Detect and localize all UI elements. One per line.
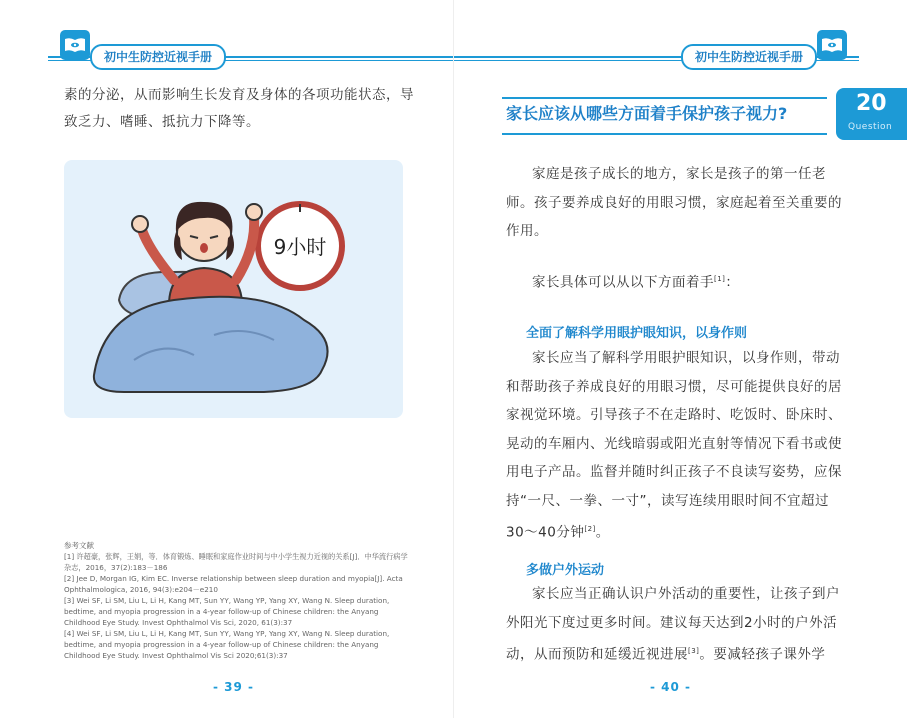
book-eye-icon: [817, 30, 847, 60]
paragraph-text: ：: [725, 274, 740, 291]
paragraph-text: 家长应当正确认识户外活动的重要性，让孩子到户外阳光下度过更多时间。建议每天达到2小时的户外活动，从而预防和延缓近视进展: [506, 586, 840, 663]
paragraph: 素的分泌，从而影响生长发育及身体的各项功能状态，导致乏力、嗜睡、抵抗力下降等。: [64, 87, 414, 130]
book-title-pill: 初中生防控近视手册: [681, 44, 817, 70]
paragraph-text: 家长具体可以从以下方面着手: [532, 274, 714, 291]
question-word: Question: [848, 122, 893, 132]
sleep-illustration: [64, 160, 403, 418]
paragraph: 家庭是孩子成长的地方，家长是孩子的第一任老师。孩子要养成良好的用眼习惯，家庭起着至关重要的作用。: [506, 166, 842, 239]
section-heading: 全面了解科学用眼护眼知识，以身作则: [526, 326, 748, 341]
page-number: - 39 -: [213, 680, 255, 694]
paragraph-text: 。: [595, 524, 610, 541]
citation: [3]: [688, 647, 700, 655]
paragraph-text: 家长应当了解科学用眼护眼知识，以身作则，带动和帮助孩子养成良好的用眼习惯，尽可能提供良好的居家视觉环境。引导孩子不在走路时、吃饭时、卧床时、晃动的车厢内、光线暗弱或阳光直射等情况下看书或使用电子产品。监督并随时纠正孩子不良读写姿势，应保持“一尺、一拳、一寸”，读写连续用眼时间不宜超过30～40分钟: [506, 350, 842, 541]
book-title-pill: 初中生防控近视手册: [90, 44, 226, 70]
question-title: 家长应该从哪些方面着手保护孩子视力?: [506, 104, 788, 123]
references-title: 参考文献: [64, 541, 94, 550]
citation: [1]: [714, 275, 726, 283]
question-badge: [836, 88, 907, 140]
book-eye-icon: [60, 30, 90, 60]
references: [64, 540, 409, 661]
paragraph: [506, 580, 846, 669]
girl-waking-illustration: [64, 160, 403, 418]
clock-label: 9小时: [273, 235, 327, 259]
left-page: [0, 0, 453, 718]
paragraph: [506, 265, 846, 297]
paragraph: [506, 344, 846, 547]
question-number: 20: [856, 91, 887, 116]
page-number: - 40 -: [650, 680, 692, 694]
paragraph-text: 。要减轻孩子课外学: [699, 646, 826, 663]
reference-item: [3] Wei SF, Li SM, Liu L, Li H, Kang MT, Sun YY, Wang YP, Yang XY, Wang N. Sleep duration, bedtime, and myopia progression in a 4-year follow-up of Chinese children: the Anyang Childhood Eye Study. Invest Ophthalmol Vis Sci, 2020, 61(3):37: [64, 596, 390, 627]
section-heading: 多做户外运动: [526, 563, 605, 578]
reference-item: [4] Wei SF, Li SM, Liu L, Li H, Kang MT, Sun YY, Wang YP, Yang XY, Wang N. Sleep duration, bedtime, and myopia progression in a 4-year follow-up of Chinese children: the Anyang Childhood Eye Study. Invest Ophthalmol Vis Sci 2020;61(3):37: [64, 629, 390, 660]
citation: [2]: [584, 525, 596, 533]
reference-item: [1] 许超豪，张辉，王娟，等．体育锻炼、睡眠和家庭作业时间与中小学生视力近视的关系[J]．中华流行病学杂志，2016，37(2):183－186: [64, 552, 408, 572]
reference-item: [2] Jee D, Morgan IG, Kim EC. Inverse relationship between sleep duration and myopia[J]. Acta Ophthalmologica, 2016, 94(3):e204－e210: [64, 574, 403, 594]
right-page: [454, 0, 907, 718]
